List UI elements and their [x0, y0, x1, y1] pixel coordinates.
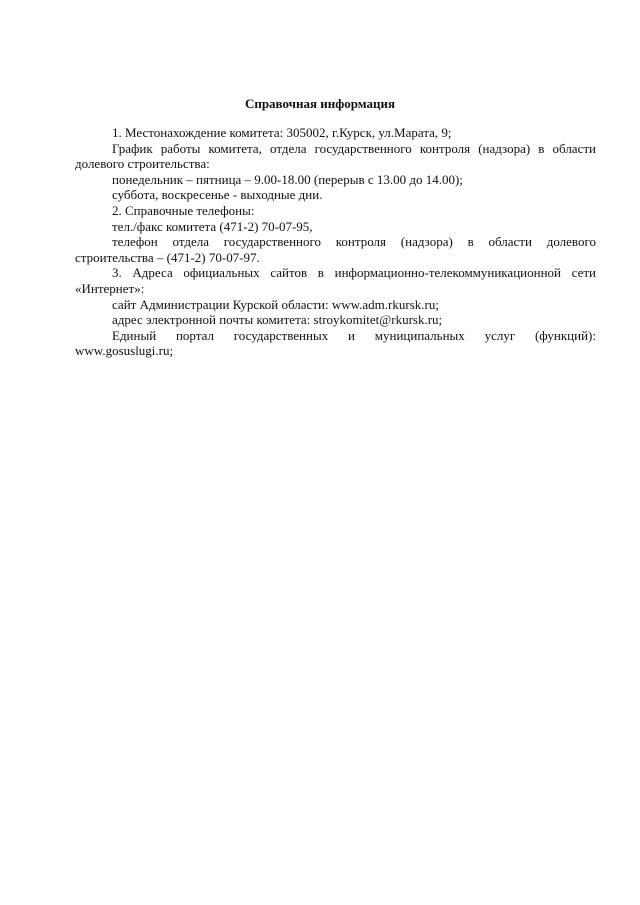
paragraph-phone-department: телефон отдела государственного контроля (надзора) в области долевого строительства – (471-2) 70-07-97. — [75, 234, 596, 265]
document-body — [75, 125, 596, 359]
document-title: Справочная информация — [244, 96, 396, 111]
paragraph-phone-fax: тел./факс комитета (471-2) 70-07-95, — [112, 218, 313, 234]
paragraph-weekend: суббота, воскресенье - выходные дни. — [112, 187, 323, 203]
paragraph-weekdays: понедельник – пятница – 9.00-18.00 (перерыв с 13.00 до 14.00); — [112, 171, 463, 187]
paragraph-websites-heading: 3. Адреса официальных сайтов в информационно-телекоммуникационной сети «Интернет»: — [75, 265, 596, 296]
paragraph-schedule-heading: График работы комитета, отдела государственного контроля (надзора) в области долевого строительства: — [75, 140, 596, 172]
paragraph-admin-site: сайт Администрации Курской области: www.adm.rkursk.ru; — [112, 296, 439, 312]
paragraph-location: 1. Местонахождение комитета: 305002, г.Курск, ул.Марата, 9; — [112, 125, 452, 140]
paragraph-phones-heading: 2. Справочные телефоны: — [112, 202, 255, 218]
paragraph-gosuslugi: Единый портал государственных и муниципальных услуг (функций): www.gosuslugi.ru; — [75, 327, 596, 359]
paragraph-email: адрес электронной почты комитета: stroykomitet@rkursk.ru; — [112, 312, 443, 328]
